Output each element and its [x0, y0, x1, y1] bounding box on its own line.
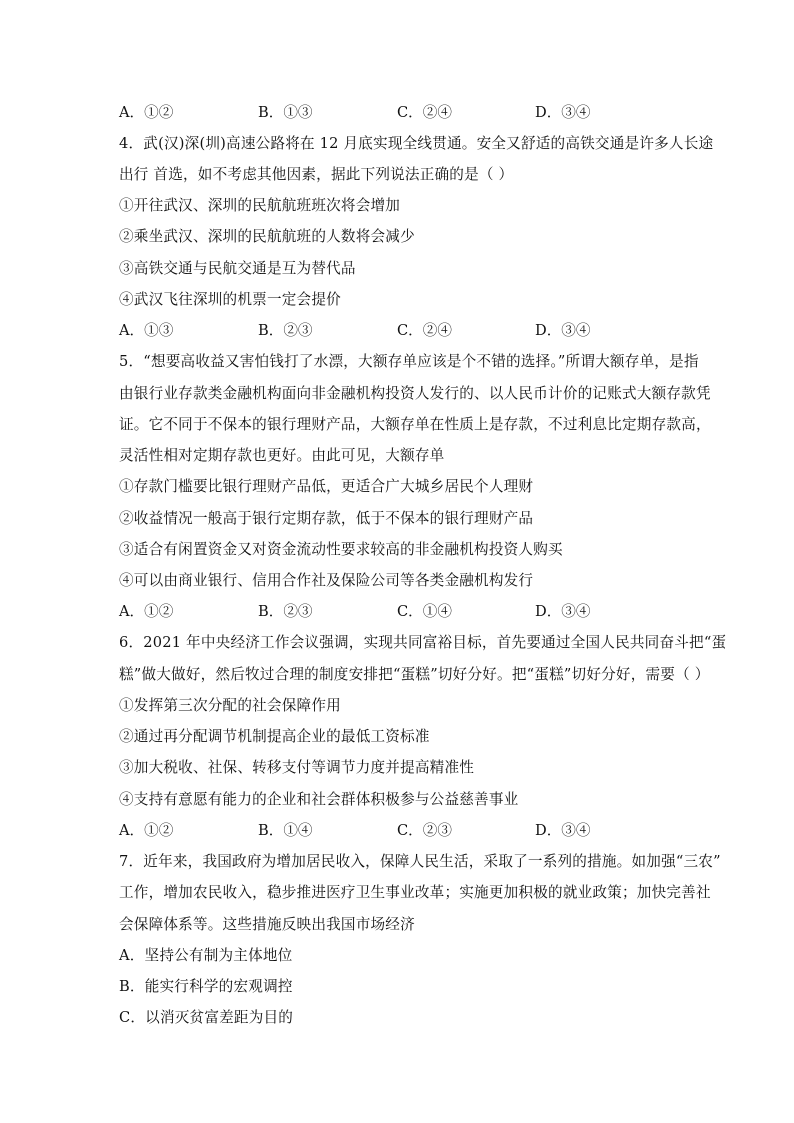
q4-item-2: ②乘坐武汉、深圳的民航航班的人数将会减少 — [119, 228, 415, 245]
q5-item-2: ②收益情况一般高于银行定期存款，低于不保本的银行理财产品 — [119, 510, 534, 527]
q4-option-d: D．③④ — [535, 322, 591, 339]
q7-stem-line-2: 工作，增加农民收入，稳步推进医疗卫生事业改革；实施更加积极的就业政策；加快完善社 — [119, 884, 711, 901]
q5-item-4: ④可以由商业银行、信用合作社及保险公司等各类金融机构发行 — [119, 572, 534, 589]
q5-option-d: D．③④ — [535, 603, 591, 620]
q5-options — [119, 602, 679, 622]
q6-option-d: D．③④ — [535, 822, 591, 839]
q7-stem-line-3: 会保障体系等。这些措施反映出我国市场经济 — [119, 916, 415, 933]
q6-item-1: ①发挥第三次分配的社会保障作用 — [119, 697, 341, 714]
q3-option-a: A．①② — [119, 104, 174, 121]
q6-item-4: ④支持有意愿有能力的企业和社会群体积极参与公益慈善事业 — [119, 791, 519, 808]
q4-item-1: ①开往武汉、深圳的民航航班班次将会增加 — [119, 197, 401, 214]
q6-stem-line-2: 糕”做大做好，然后牧过合理的制度安排把“蛋糕”切好分好。把“蛋糕”切好分好，需要（ ） — [119, 666, 710, 683]
q5-option-c: C．①④ — [397, 603, 452, 620]
q5-stem-line-1: 5．“想要高收益又害怕钱打了水漂，大额存单应该是个不错的选择。”所谓大额存单，是指 — [119, 353, 699, 370]
q5-option-a: A．①② — [119, 603, 174, 620]
q4-option-b: B．②③ — [258, 322, 313, 339]
q6-item-2: ②通过再分配调节机制提高企业的最低工资标准 — [119, 728, 430, 745]
q4-option-a: A．①③ — [119, 322, 174, 339]
q7-option-c: C．以消灭贫富差距为目的 — [119, 1009, 294, 1026]
q4-options — [119, 321, 679, 341]
q6-option-a: A．①② — [119, 822, 174, 839]
q4-stem-line-2: 出行 首选，如不考虑其他因素，据此下列说法正确的是（ ） — [119, 166, 514, 183]
q3-options — [119, 103, 679, 123]
q4-item-3: ③高铁交通与民航交通是互为替代品 — [119, 260, 356, 277]
q3-option-d: D．③④ — [535, 104, 591, 121]
q6-item-3: ③加大税收、社保、转移支付等调节力度并提高精准性 — [119, 759, 475, 776]
q6-stem-line-1: 6．2021 年中央经济工作会议强调，实现共同富裕目标，首先要通过全国人民共同奋斗把“蛋 — [119, 634, 727, 651]
q5-stem-line-3: 证。它不同于不保本的银行理财产品，大额存单在性质上是存款，不过利息比定期存款高， — [119, 416, 711, 433]
q4-stem-line-1: 4．武(汉)深(圳)高速公路将在 12 月底实现全线贯通。安全又舒适的高铁交通是许多人长途 — [119, 135, 714, 152]
q5-option-b: B．②③ — [258, 603, 313, 620]
q6-option-b: B．①④ — [258, 822, 313, 839]
q7-stem-line-1: 7．近年来，我国政府为增加居民收入，保障人民生活，采取了一系列的措施。如加强“三农” — [119, 853, 721, 870]
q3-option-c: C．②④ — [397, 104, 452, 121]
q6-option-c: C．②③ — [397, 822, 452, 839]
q7-option-b: B．能实行科学的宏观调控 — [119, 978, 293, 995]
q7-option-a: A．坚持公有制为主体地位 — [119, 947, 293, 964]
q3-option-b: B．①③ — [258, 104, 313, 121]
q4-item-4: ④武汉飞往深圳的机票一定会提价 — [119, 291, 341, 308]
q5-item-3: ③适合有闲置资金又对资金流动性要求较高的非金融机构投资人购买 — [119, 541, 563, 558]
q5-stem-line-4: 灵活性相对定期存款也更好。由此可见，大额存单 — [119, 447, 445, 464]
q4-option-c: C．②④ — [397, 322, 452, 339]
q5-item-1: ①存款门槛要比银行理财产品低，更适合广大城乡居民个人理财 — [119, 478, 534, 495]
q5-stem-line-2: 由银行业存款类金融机构面向非金融机构投资人发行的、以人民币计价的记账式大额存款凭 — [119, 385, 711, 402]
q6-options — [119, 821, 679, 841]
